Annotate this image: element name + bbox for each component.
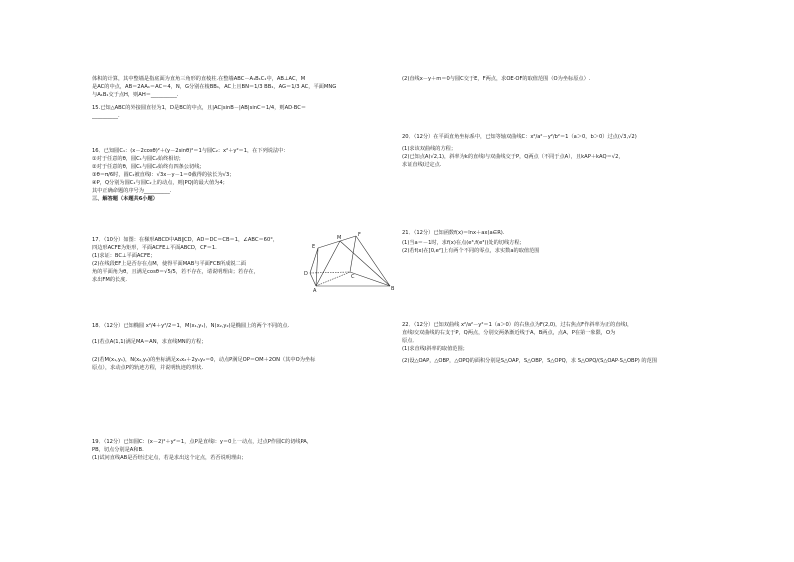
label-c: C: [351, 274, 355, 280]
question-21: [402, 229, 708, 255]
trapezoid-prism-figure: [304, 230, 396, 292]
label-a: A: [313, 288, 317, 292]
question-15: 15.已知△ABC的外接圆直径为1，D是BC的中点，且|AC|sinB－|AB|sinC＝1/4，则AD·BC＝: [92, 105, 307, 112]
text-line: 体积的计算，其中整墙是指底面为直角三角形的直棱柱.在整墙ABC－A₁B₁C₁中，AB⊥AC，M: [92, 76, 306, 82]
text-line: 角的平面角为θ，且满足cosθ＝√5/5，若不存在，请说明理由；若存在，: [92, 269, 259, 276]
text-line: 21．（12分）已知函数f(x)＝lnx＋ax(a∈R).: [402, 230, 505, 236]
text-line: (1)求该双曲线的方程；: [402, 146, 457, 153]
question-17: [92, 236, 307, 284]
text-line: 求出FM的长度.: [92, 277, 128, 284]
text-line: (2)已知点A(√2,1)，斜率为k的直线l与双曲线交于P，Q两点（不同于点A），且kAP＋kAQ＝√2，: [402, 154, 624, 161]
label-d: D: [304, 271, 308, 277]
text-line: ③θ＝π/6时，圆C₁被直线l：√3x－y－1＝0截得的弦长为√3；: [92, 172, 235, 179]
text-line: (2)若M(x₁,y₁)，N(x₂,y₂)的坐标满足x₁x₂＋2y₁y₂＝0，动点P满足OP＝OM＋2ON（其中O为坐标: [92, 357, 316, 364]
text-line: (1)当a＝－1时，求f(x)在点(e³,f(e³))处的切线方程；: [402, 240, 525, 247]
edge-ac: [316, 272, 350, 286]
question-22: [402, 321, 708, 365]
question-18: [92, 322, 392, 372]
text-line: (2)设△OAP，△OBP，△OPQ的面积分别是S△OAP，S△OBP，S△OPQ，求 S△OPQ/(S△OAP·S△OBP) 的范围: [402, 358, 657, 365]
text-line: 18．（12分）已知椭圆 x²/4＋y²/2＝1，M(x₁,y₁)，N(x₂,y₂)是椭圆上的两个不同的点.: [92, 323, 290, 329]
text-line: (2)若f(x)在[0,e²]上有两个不同的零点，求实数a的取值范围: [402, 248, 540, 255]
text-line: ①对于任意的θ，圆C₁与圆C₂始终相切；: [92, 156, 184, 163]
edge-dc: [310, 272, 350, 273]
text-line: 四边形ACFE为矩形，平面ACFE⊥平面ABCD，CF＝1.: [92, 245, 217, 252]
text-line: ④P，Q分别为圆C₁与圆C₂上的动点，则|PQ|的最大值为4；: [92, 180, 228, 187]
question-16: [92, 147, 392, 203]
text-line: 求证直线l过定点.: [402, 162, 442, 169]
text-line: (1)求直线l斜率的取值范围；: [402, 346, 468, 353]
text-line: 16．已知圆C₁：(x－2cosθ)²＋(y－2sinθ)²＝1与圆C₂：x²＋y²＝1，在下列说法中：: [92, 148, 289, 154]
text-line: 17．（10分）如图：在梯形ABCD中AB∥CD，AD＝DC＝CB＝1，∠ABC＝60°，: [92, 237, 279, 243]
label-m: M: [337, 235, 342, 241]
text-line: ②对于任意的θ，圆C₁与圆C₂始终有四条公切线；: [92, 164, 205, 171]
edge-ad: [310, 273, 316, 286]
question-20: [402, 133, 708, 169]
question-19-part-2: [402, 75, 708, 83]
text-line: PB，切点分别是A和B.: [92, 447, 144, 454]
label-e: E: [312, 244, 316, 250]
text-line: 原点．: [402, 338, 418, 345]
text-line: 20．（12分）在平面直角坐标系中，已知等轴双曲线C：x²/a²－y²/b²＝1（a＞0，b＞0）过点(√3,√2): [402, 134, 637, 140]
text-line: 19．（12分）已知圆C：(x－2)²＋y²＝1，点P是直线l：y＝0上一动点，过点P作圆C的切线PA，: [92, 439, 313, 445]
edge-cb: [350, 272, 390, 286]
text-line: (2)直线x－y＋m＝0与圆C交于E，F两点，求OE·OF的取值范围（O为坐标原点）.: [402, 76, 591, 82]
text-line: (1)若点A(1,1)满足MA＝AN，求直线MN的方程；: [92, 339, 207, 346]
label-b: B: [391, 286, 395, 292]
text-line: (1)求证：BC⊥平面ACFE；: [92, 253, 156, 260]
question-19: [92, 438, 392, 462]
edge-mb: [340, 241, 390, 286]
text-line: (1)试问直线AB是否经过定点，若是求出这个定点，若否说明理由；: [92, 455, 247, 462]
question-14-continued: [92, 75, 392, 120]
label-f: F: [358, 232, 361, 238]
text-line: __________.: [92, 113, 120, 120]
text-line: 直线l交双曲线的右支于P，Q两点，分别交两条渐近线于A，B两点，点A，P在第一象限，O为: [402, 330, 616, 337]
text-line: 22．（12分）已知双曲线 x²/a²－y²＝1（a＞0）的右焦点为F(2,0)，过右焦点F作斜率为正的直线l，: [402, 322, 633, 328]
section-heading: 三、解答题（本题共6小题）: [92, 196, 158, 203]
text-line: 其中正确命题的序号为__________.: [92, 188, 172, 195]
text-line: 与A₁B₁交于点H，则AH＝__________.: [92, 92, 179, 99]
text-line: (2)在线段EF上是否存在点M，使得平面MAB与平面FCB所成锐二面: [92, 261, 246, 268]
text-line: 是AC的中点，AB＝2AA₁＝AC＝4，N，G分别在棱BB₁，AC上且BN＝1/3 BB₁，AG＝1/3 AC，平面MNG: [92, 84, 337, 91]
text-line: 原点），求动点P的轨迹方程，并说明轨迹的形状.: [92, 365, 204, 372]
edge-fb: [356, 236, 390, 286]
edge-cf: [350, 236, 356, 272]
